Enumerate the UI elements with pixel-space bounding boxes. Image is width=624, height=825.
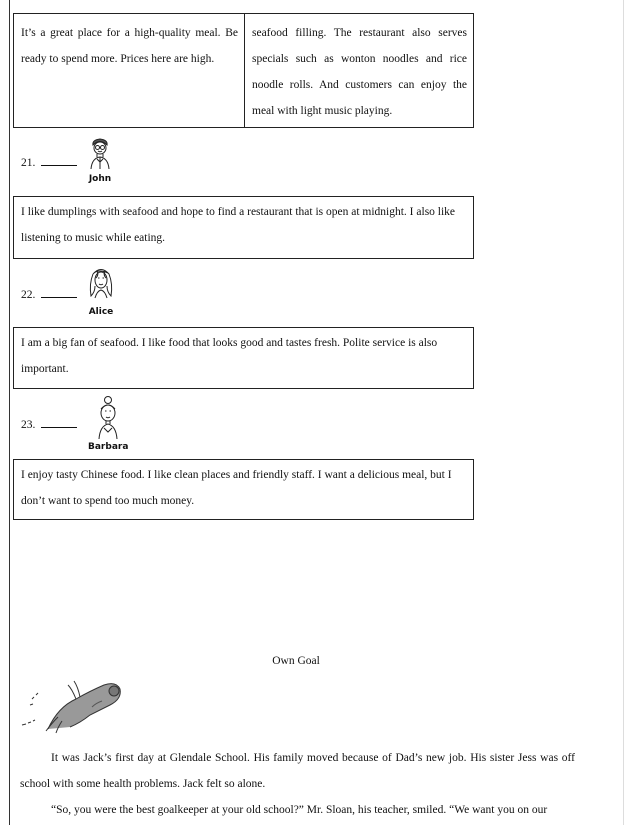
- restaurant-table: [13, 13, 474, 128]
- barbara-portrait-icon: [91, 395, 125, 439]
- question-23-label: 23.: [21, 417, 77, 431]
- table-cell-left-text: It’s a great place for a high-quality meal. Be ready to spend more. Prices here are high.: [21, 27, 238, 65]
- question-22-description: I am a big fan of seafood. I like food that looks good and tastes fresh. Polite service is also important.: [13, 327, 474, 389]
- story-title: Own Goal: [272, 655, 320, 667]
- answer-blank-23[interactable]: [41, 417, 77, 428]
- person-alice: [84, 264, 118, 317]
- person-name-barbara: Barbara: [88, 442, 129, 452]
- table-cell-right-text: seafood filling. The restaurant also serves specials such as wonton noodles and rice noodle rolls. And customers can enjoy the meal with light music playing.: [252, 27, 467, 117]
- person-name-john: John: [88, 174, 112, 184]
- story-paragraph-2: “So, you were the best goalkeeper at your old school?” Mr. Sloan, his teacher, smiled. “We want you on our: [51, 804, 548, 816]
- question-23-description: I enjoy tasty Chinese food. I like clean places and friendly staff. I want a delicious meal, but I don’t want to spend too much money.: [13, 459, 474, 520]
- story-paragraph-1: It was Jack’s first day at Glendale School. His family moved because of Dad’s new job. His sister Jess was off school with some health problems. Jack felt so alone.: [20, 752, 575, 790]
- question-21-label: 21.: [21, 155, 77, 169]
- person-john: [86, 137, 114, 184]
- alice-portrait-icon: [85, 264, 117, 304]
- john-portrait-icon: [88, 137, 112, 171]
- question-22-label: 22.: [21, 287, 77, 301]
- question-21-description: I like dumplings with seafood and hope to find a restaurant that is open at midnight. I also like listening to music while eating.: [13, 196, 474, 259]
- table-cell-left: [14, 14, 245, 127]
- page-left-border: [9, 0, 10, 825]
- answer-blank-21[interactable]: [41, 155, 77, 166]
- answer-blank-22[interactable]: [41, 287, 77, 298]
- table-cell-right: [245, 14, 473, 127]
- story-body: [20, 745, 575, 823]
- person-barbara: [88, 395, 128, 452]
- goalkeeper-illustration-icon: [18, 677, 126, 735]
- person-name-alice: Alice: [88, 307, 114, 317]
